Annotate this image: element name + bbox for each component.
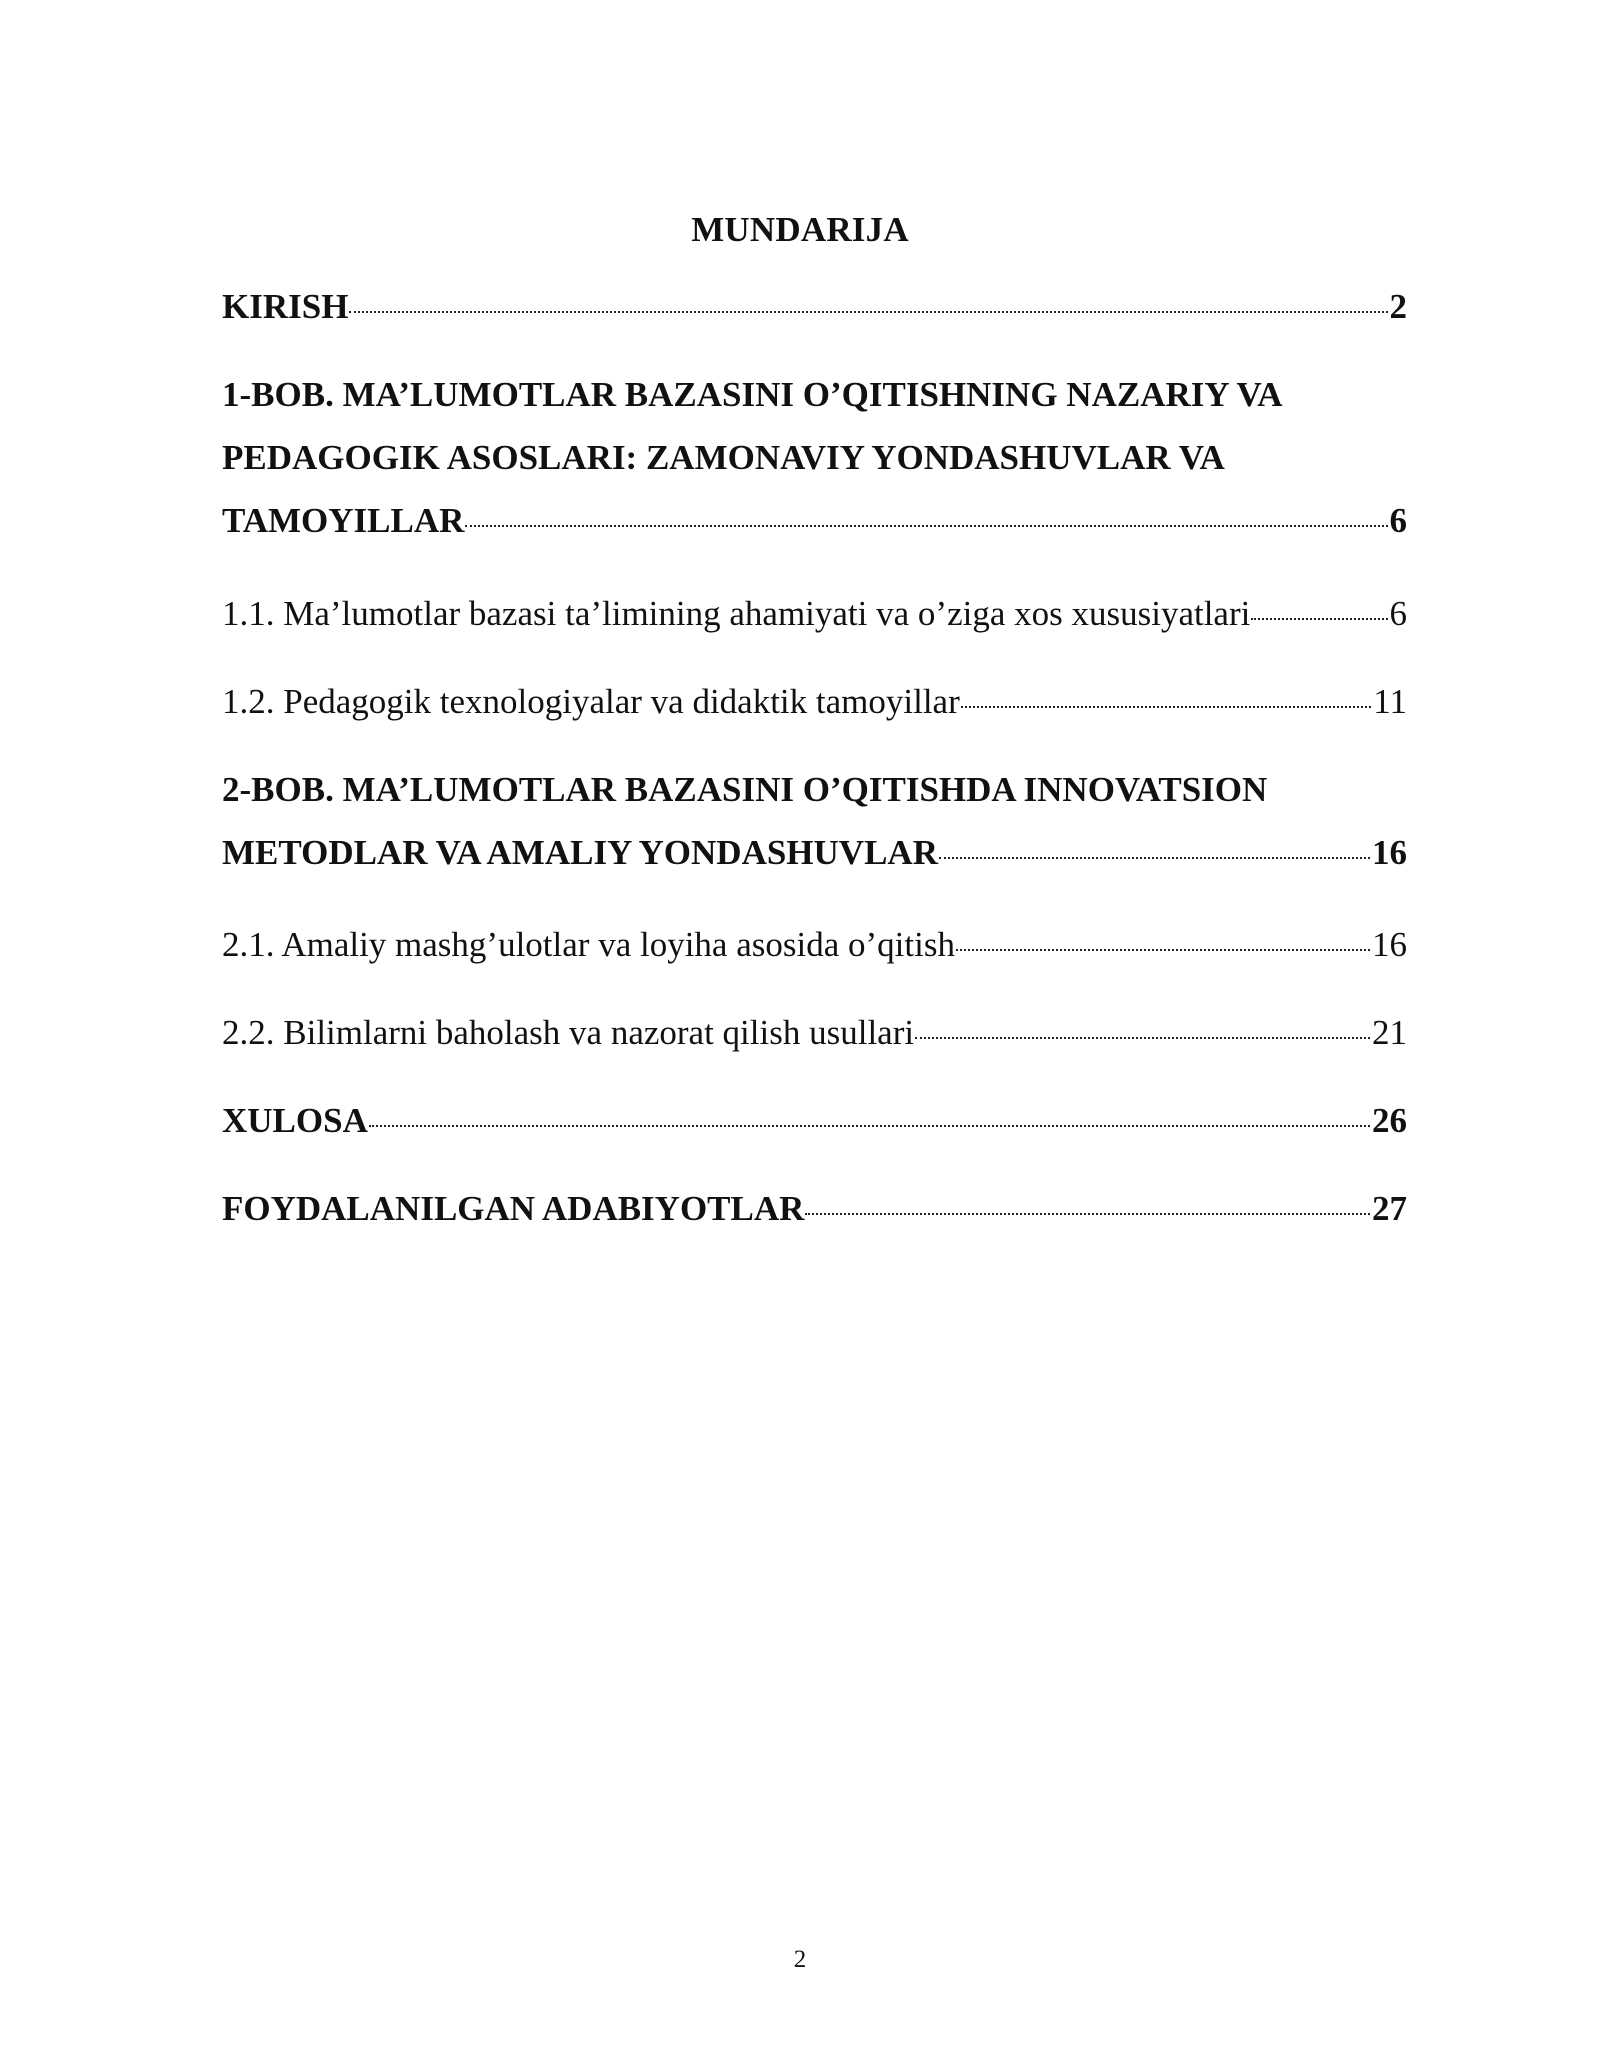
dot-leader bbox=[956, 949, 1370, 951]
dot-leader bbox=[939, 857, 1370, 859]
toc-entry-text: TAMOYILLAR bbox=[222, 501, 465, 540]
toc-entry-line bbox=[222, 1177, 1407, 1240]
toc-entry-text: METODLAR VA AMALIY YONDASHUVLAR bbox=[222, 833, 938, 872]
dot-leader bbox=[915, 1037, 1370, 1039]
toc-entry-page: 16 bbox=[1372, 833, 1407, 872]
toc-entry-chapter-2[interactable] bbox=[222, 758, 1407, 884]
toc-entry-page: 11 bbox=[1373, 682, 1407, 721]
dot-leader bbox=[349, 311, 1387, 313]
toc-entry-line bbox=[222, 275, 1407, 338]
toc-entry-xulosa[interactable] bbox=[222, 1089, 1407, 1152]
toc-entry-line bbox=[222, 670, 1407, 733]
toc-entry-section-2-1[interactable] bbox=[222, 913, 1407, 976]
toc-entry-text: XULOSA bbox=[222, 1101, 368, 1140]
page-number: 2 bbox=[793, 1946, 807, 1973]
dot-leader bbox=[961, 706, 1372, 708]
toc-entry-page: 16 bbox=[1372, 925, 1407, 964]
toc-entry-page: 2 bbox=[1389, 287, 1407, 326]
dot-leader bbox=[1251, 618, 1387, 620]
toc-entry-section-2-2[interactable] bbox=[222, 1001, 1407, 1064]
toc-entry-page: 6 bbox=[1389, 501, 1407, 540]
toc-entry-page: 27 bbox=[1372, 1189, 1407, 1228]
toc-title: MUNDARIJA bbox=[691, 210, 909, 249]
toc-entry-chapter-1[interactable] bbox=[222, 363, 1407, 552]
dot-leader bbox=[465, 525, 1387, 527]
toc-entry-text: FOYDALANILGAN ADABIYOTLAR bbox=[222, 1189, 805, 1228]
toc-entry-page: 21 bbox=[1372, 1013, 1407, 1052]
toc-entry-text: 1.2. Pedagogik texnologiyalar va didaktik tamoyillar bbox=[222, 682, 960, 721]
toc-entry-text-line: PEDAGOGIK ASOSLARI: ZAMONAVIY YONDASHUVLAR VA bbox=[222, 438, 1225, 477]
toc-entry-page: 6 bbox=[1389, 594, 1407, 633]
toc-entry-adabiyotlar[interactable] bbox=[222, 1177, 1407, 1240]
toc-entry-section-1-1[interactable] bbox=[222, 582, 1407, 645]
toc-entry-text-line: 2-BOB. MA’LUMOTLAR BAZASINI O’QITISHDA INNOVATSION bbox=[222, 770, 1268, 809]
toc-entry-line bbox=[222, 821, 1407, 884]
toc-entry-text: 2.1. Amaliy mashg’ulotlar va loyiha asosida o’qitish bbox=[222, 925, 955, 964]
dot-leader bbox=[805, 1213, 1370, 1215]
toc-entry-page: 26 bbox=[1372, 1101, 1407, 1140]
toc-entry-text: 2.2. Bilimlarni baholash va nazorat qilish usullari bbox=[222, 1013, 915, 1052]
dot-leader bbox=[369, 1125, 1370, 1127]
toc-entry-kirish[interactable] bbox=[222, 275, 1407, 338]
toc-entry-section-1-2[interactable] bbox=[222, 670, 1407, 733]
toc-entry-text: KIRISH bbox=[222, 287, 349, 326]
toc-entry-line bbox=[222, 1089, 1407, 1152]
toc-entry-line bbox=[222, 582, 1407, 645]
toc-entry-text: 1.1. Ma’lumotlar bazasi ta’limining ahamiyati va o’ziga xos xususiyatlari bbox=[222, 594, 1251, 633]
toc-entry-line bbox=[222, 1001, 1407, 1064]
toc-entry-text-line: 1-BOB. MA’LUMOTLAR BAZASINI O’QITISHNING NAZARIY VA bbox=[222, 375, 1283, 414]
toc-entry-line bbox=[222, 489, 1407, 552]
toc-entry-line bbox=[222, 913, 1407, 976]
